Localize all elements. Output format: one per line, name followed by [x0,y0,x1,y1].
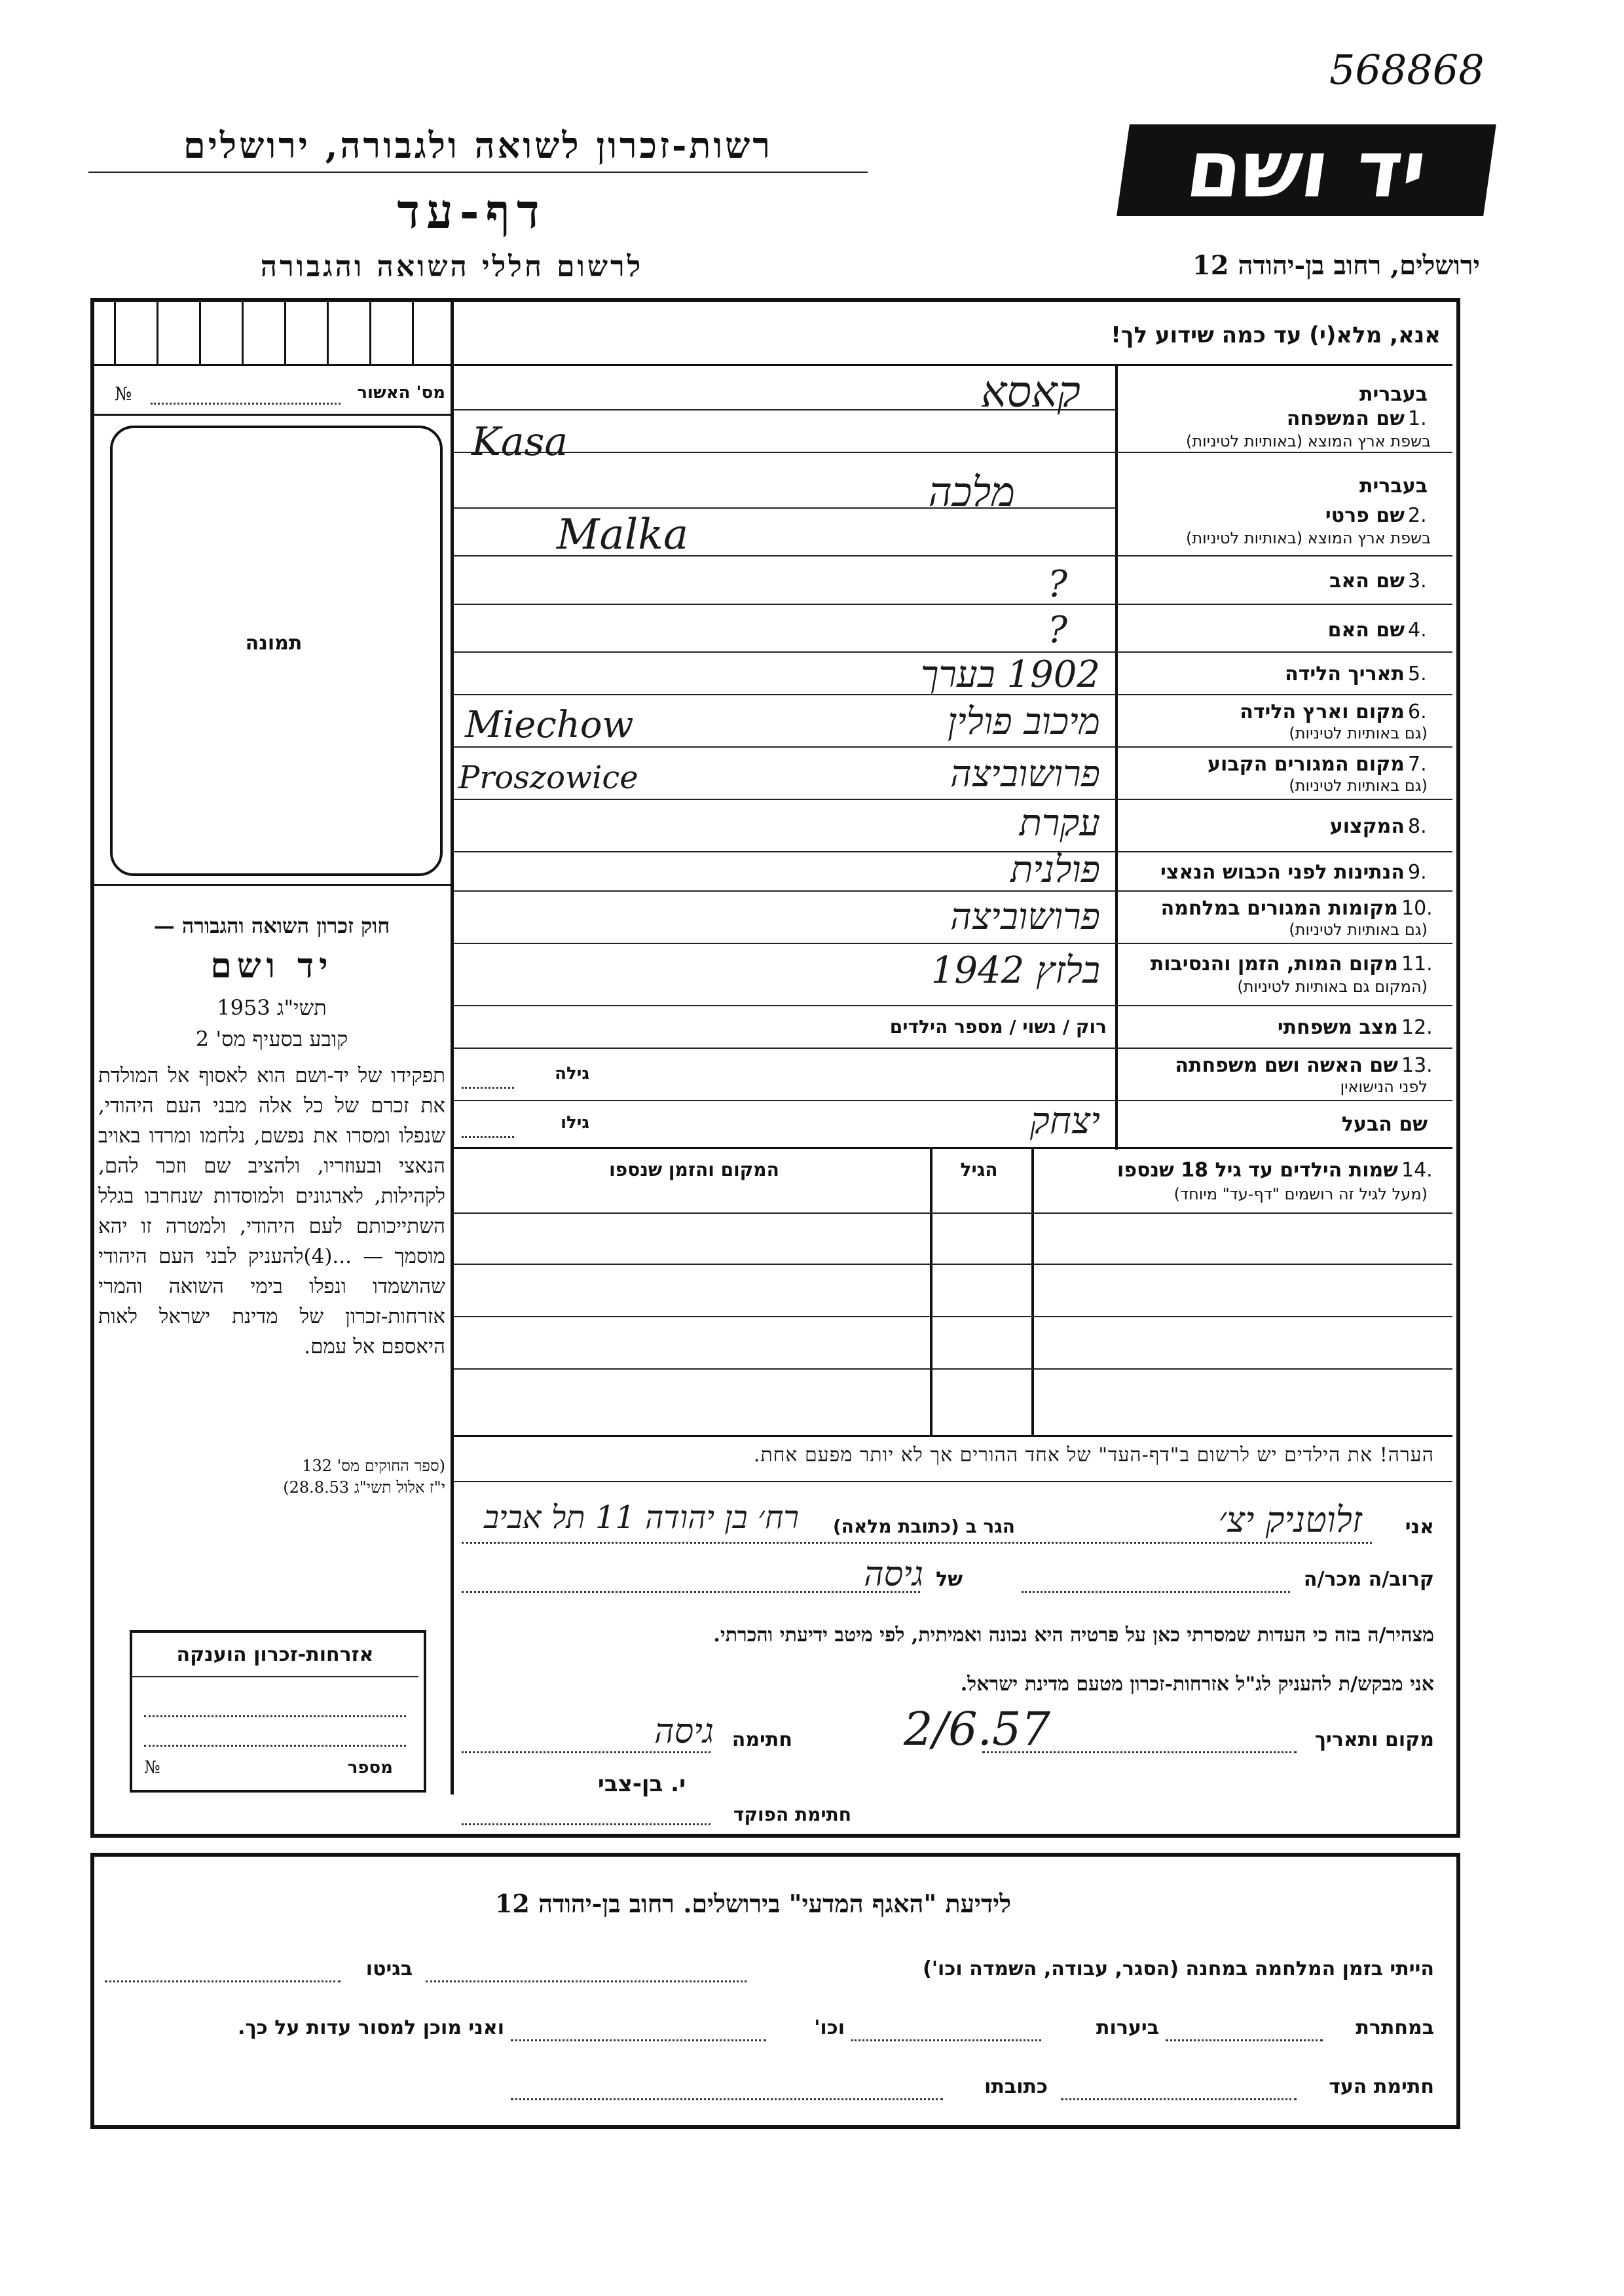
wife-age-label: גילה [555,1064,589,1084]
yad-vashem-logo: יד ושם [1116,124,1496,216]
field-7-value-latin: Proszowice [458,759,638,796]
children-note: הערה! את הילדים יש לרשום ב"דף-העד" של אחד ההורים אך לא יותר מפעם אחת. [753,1444,1434,1467]
field-2-label: שם פרטי [1325,504,1405,527]
field-6-value-latin: Miechow [465,704,634,746]
witness-address-label: כתובתו [984,2075,1048,2098]
field-11-sub: (המקום גם באותיות לטיניות) [1237,977,1428,996]
field-5-number: 5. [1408,663,1427,685]
field-5-label: תאריך הלידה [1285,663,1405,685]
field-10-number: 10. [1401,897,1433,920]
field-4-label: שם האם [1327,619,1405,642]
field-14-label: שמות הילדים עד גיל 18 שנספו [1117,1159,1398,1182]
relative-label: קרוב/ה מכר/ה [1303,1568,1434,1591]
field-3-label: שם האב [1329,570,1405,592]
declarant-name-value: זלוטניק יצ׳ [1218,1499,1362,1540]
signature-label: חתימה [731,1728,792,1751]
etc-label: וכו' [814,2016,845,2039]
field-13-number: 13. [1401,1054,1433,1077]
field-7-label: מקום המגורים הקבוע [1208,753,1405,776]
children-place-header: המקום והזמן שנספו [609,1159,779,1180]
field-1-sub: בשפת ארץ המוצא (באותיות לטיניות) [1186,432,1431,450]
field-4-number: 4. [1408,619,1427,642]
husband-value: יצחק [1029,1100,1100,1142]
field-1-value-latin: Kasa [471,419,568,465]
field-4-value: ? [1048,609,1068,651]
husband-label: שם הבעל [1341,1113,1428,1136]
field-2-hebrew-tag: בעברית [1359,475,1428,498]
forests-label: ביערות [1096,2016,1159,2039]
document-subtitle: לרשום חללי השואה והגבורה [260,250,644,283]
citizenship-number-label: מספר [347,1758,393,1777]
field-6-label: מקום וארץ הלידה [1240,701,1405,723]
declaration-text: מצהיר/ה בזה כי העדות שמסרתי כאן על פרטיה היא נכונה ואמיתית, לפי מיטב ידיעתי והכרתי. [713,1624,1434,1647]
field-2-value-latin: Malka [557,511,689,559]
field-8-number: 8. [1408,815,1427,838]
relation-value: גיסה [864,1555,923,1594]
field-11-label: מקום המות, הזמן והנסיבות [1150,953,1398,975]
ghetto-label: בגיטו [365,1958,413,1980]
field-6-number: 6. [1408,701,1427,723]
field-2-value-hebrew: מלכה [928,468,1015,516]
field-13-sub: לפני הנישואין [1340,1078,1428,1096]
underground-label: במחתרת [1356,2016,1434,2039]
field-6-sub: (גם באותיות לטיניות) [1289,724,1428,742]
law-year: תשי"ג 1953 [217,995,327,1020]
citizenship-box-title: אזרחות-זכרון הוענקה [176,1643,374,1666]
citizenship-request: אני מבקש/ת להעניק לג"ל אזרחות-זכרון מטעם מדינת ישראל. [960,1673,1434,1696]
field-11-number: 11. [1401,953,1433,975]
field-11-value: בלזץ 1942 [931,949,1100,992]
field-1-value-hebrew: קאסא [980,367,1080,417]
address-line: ירושלים, רחוב בן-יהודה 12 [1192,250,1480,281]
field-10-value: פרושוביצה [950,896,1100,938]
serial-number: 568868 [1329,46,1485,94]
declarant-ani-label: אני [1405,1516,1434,1539]
law-source-2: י"ז אלול תשי"ג 28.8.53) [283,1478,445,1497]
field-9-label: הנתינות לפני הכבוש הנאצי [1160,861,1405,884]
law-name: יד ושם [210,946,333,986]
field-14-number: 14. [1401,1159,1433,1182]
field-10-label: מקומות המגורים במלחמה [1160,897,1398,920]
form-prompt: אנא, מלא(י) עד כמה שידוע לך! [1111,322,1441,348]
field-12-label: מצב משפחתי [1277,1016,1398,1039]
official-stamp: י. בן-צבי [597,1771,686,1797]
field-13-label: שם האשה ושם משפחתה [1175,1054,1398,1077]
field-7-number: 7. [1408,753,1427,776]
field-3-number: 3. [1408,570,1427,592]
law-clause: קובע בסעיף מס' 2 [195,1027,348,1051]
of-label: של [936,1568,963,1591]
photo-label: תמונה [245,632,303,655]
document-title: דף-עד [397,183,546,239]
official-signature-label: חתימת הפוקד [733,1804,851,1825]
field-10-sub: (גם באותיות לטיניות) [1289,920,1428,939]
signature-value: גיסה [654,1712,714,1751]
field-6-value-hebrew: מיכוב פולין [947,701,1100,743]
field-1-number: 1. [1408,407,1427,430]
field-1-hebrew-tag: בעברית [1359,383,1428,406]
declarant-address-value: רח׳ בן יהודה 11 תל אביב [483,1499,799,1536]
number-sign: № [115,383,132,405]
field-9-value: פולנית [1010,848,1100,891]
field-2-number: 2. [1408,504,1427,527]
declarant-address-label: הגר ב (כתובת מלאה) [832,1516,1015,1537]
field-8-value: עקרת [1019,802,1100,845]
law-title: חוק זכרון השואה והגבורה — [153,913,390,938]
organization-line: רשות-זכרון לשואה ולגבורה, ירושלים [183,124,773,166]
field-7-value-hebrew: פרושוביצה [950,753,1100,795]
place-date-label: מקום ותאריך [1314,1728,1434,1751]
children-age-header: הגיל [960,1159,998,1180]
approval-ticks [94,302,451,364]
field-5-value: 1902 בערך [920,653,1100,696]
law-body: תפקידו של יד-ושם הוא לאסוף אל המולדת את זכרם של כל אלה מבני העם היהודי, שנפלו ומסרו את נפשם, נלחמו ומרדו באויב הנאצי ובעוזריו, ולהציב שם וזכר להם, לקהילות, לארגונים ולמוסדות שנחרבו בגלל השתייכותם לעם היהודי, ולמטרה זו יהא מוסמך — ...(4)להעניק לבני העם היהודי שהושמדו ונפלו בימי השואה והמרי אזרחות-זכרון של מדינת ישראל לאות היאספם אל עמם. [98,1064,445,1358]
field-1-label: שם המשפחה [1286,407,1405,430]
date-value: 2/6.57 [904,1702,1050,1756]
field-7-sub: (גם באותיות לטיניות) [1289,776,1428,795]
testimony-willing-label: ואני מוכן למסור עדות על כך. [238,2016,504,2039]
marital-status-options: רוק / נשוי / מספר הילדים [889,1016,1107,1038]
husband-age-label: גילו [561,1113,589,1133]
citizenship-number-sign: № [144,1758,160,1777]
field-8-label: המקצוע [1329,815,1405,838]
scientific-dept-title: לידיעת "האגף המדעי" בירושלים. רחוב בן-יהודה 12 [494,1889,1012,1918]
field-3-value: ? [1048,563,1068,606]
approval-number-label: מס' האשור [357,383,445,403]
field-12-number: 12. [1401,1016,1433,1039]
law-source-1: (ספר החוקים מס' 132 [302,1457,445,1475]
field-9-number: 9. [1408,861,1427,884]
wartime-camp-label: הייתי בזמן המלחמה במחנה (הסגר, עבודה, השמדה וכו') [923,1958,1434,1980]
field-2-sub: בשפת ארץ המוצא (באותיות לטיניות) [1186,529,1431,547]
field-14-sub: (מעל לגיל זה רושמים "דף-עד" מיוחד) [1173,1185,1428,1203]
witness-signature-label: חתימת העד [1329,2075,1434,2098]
